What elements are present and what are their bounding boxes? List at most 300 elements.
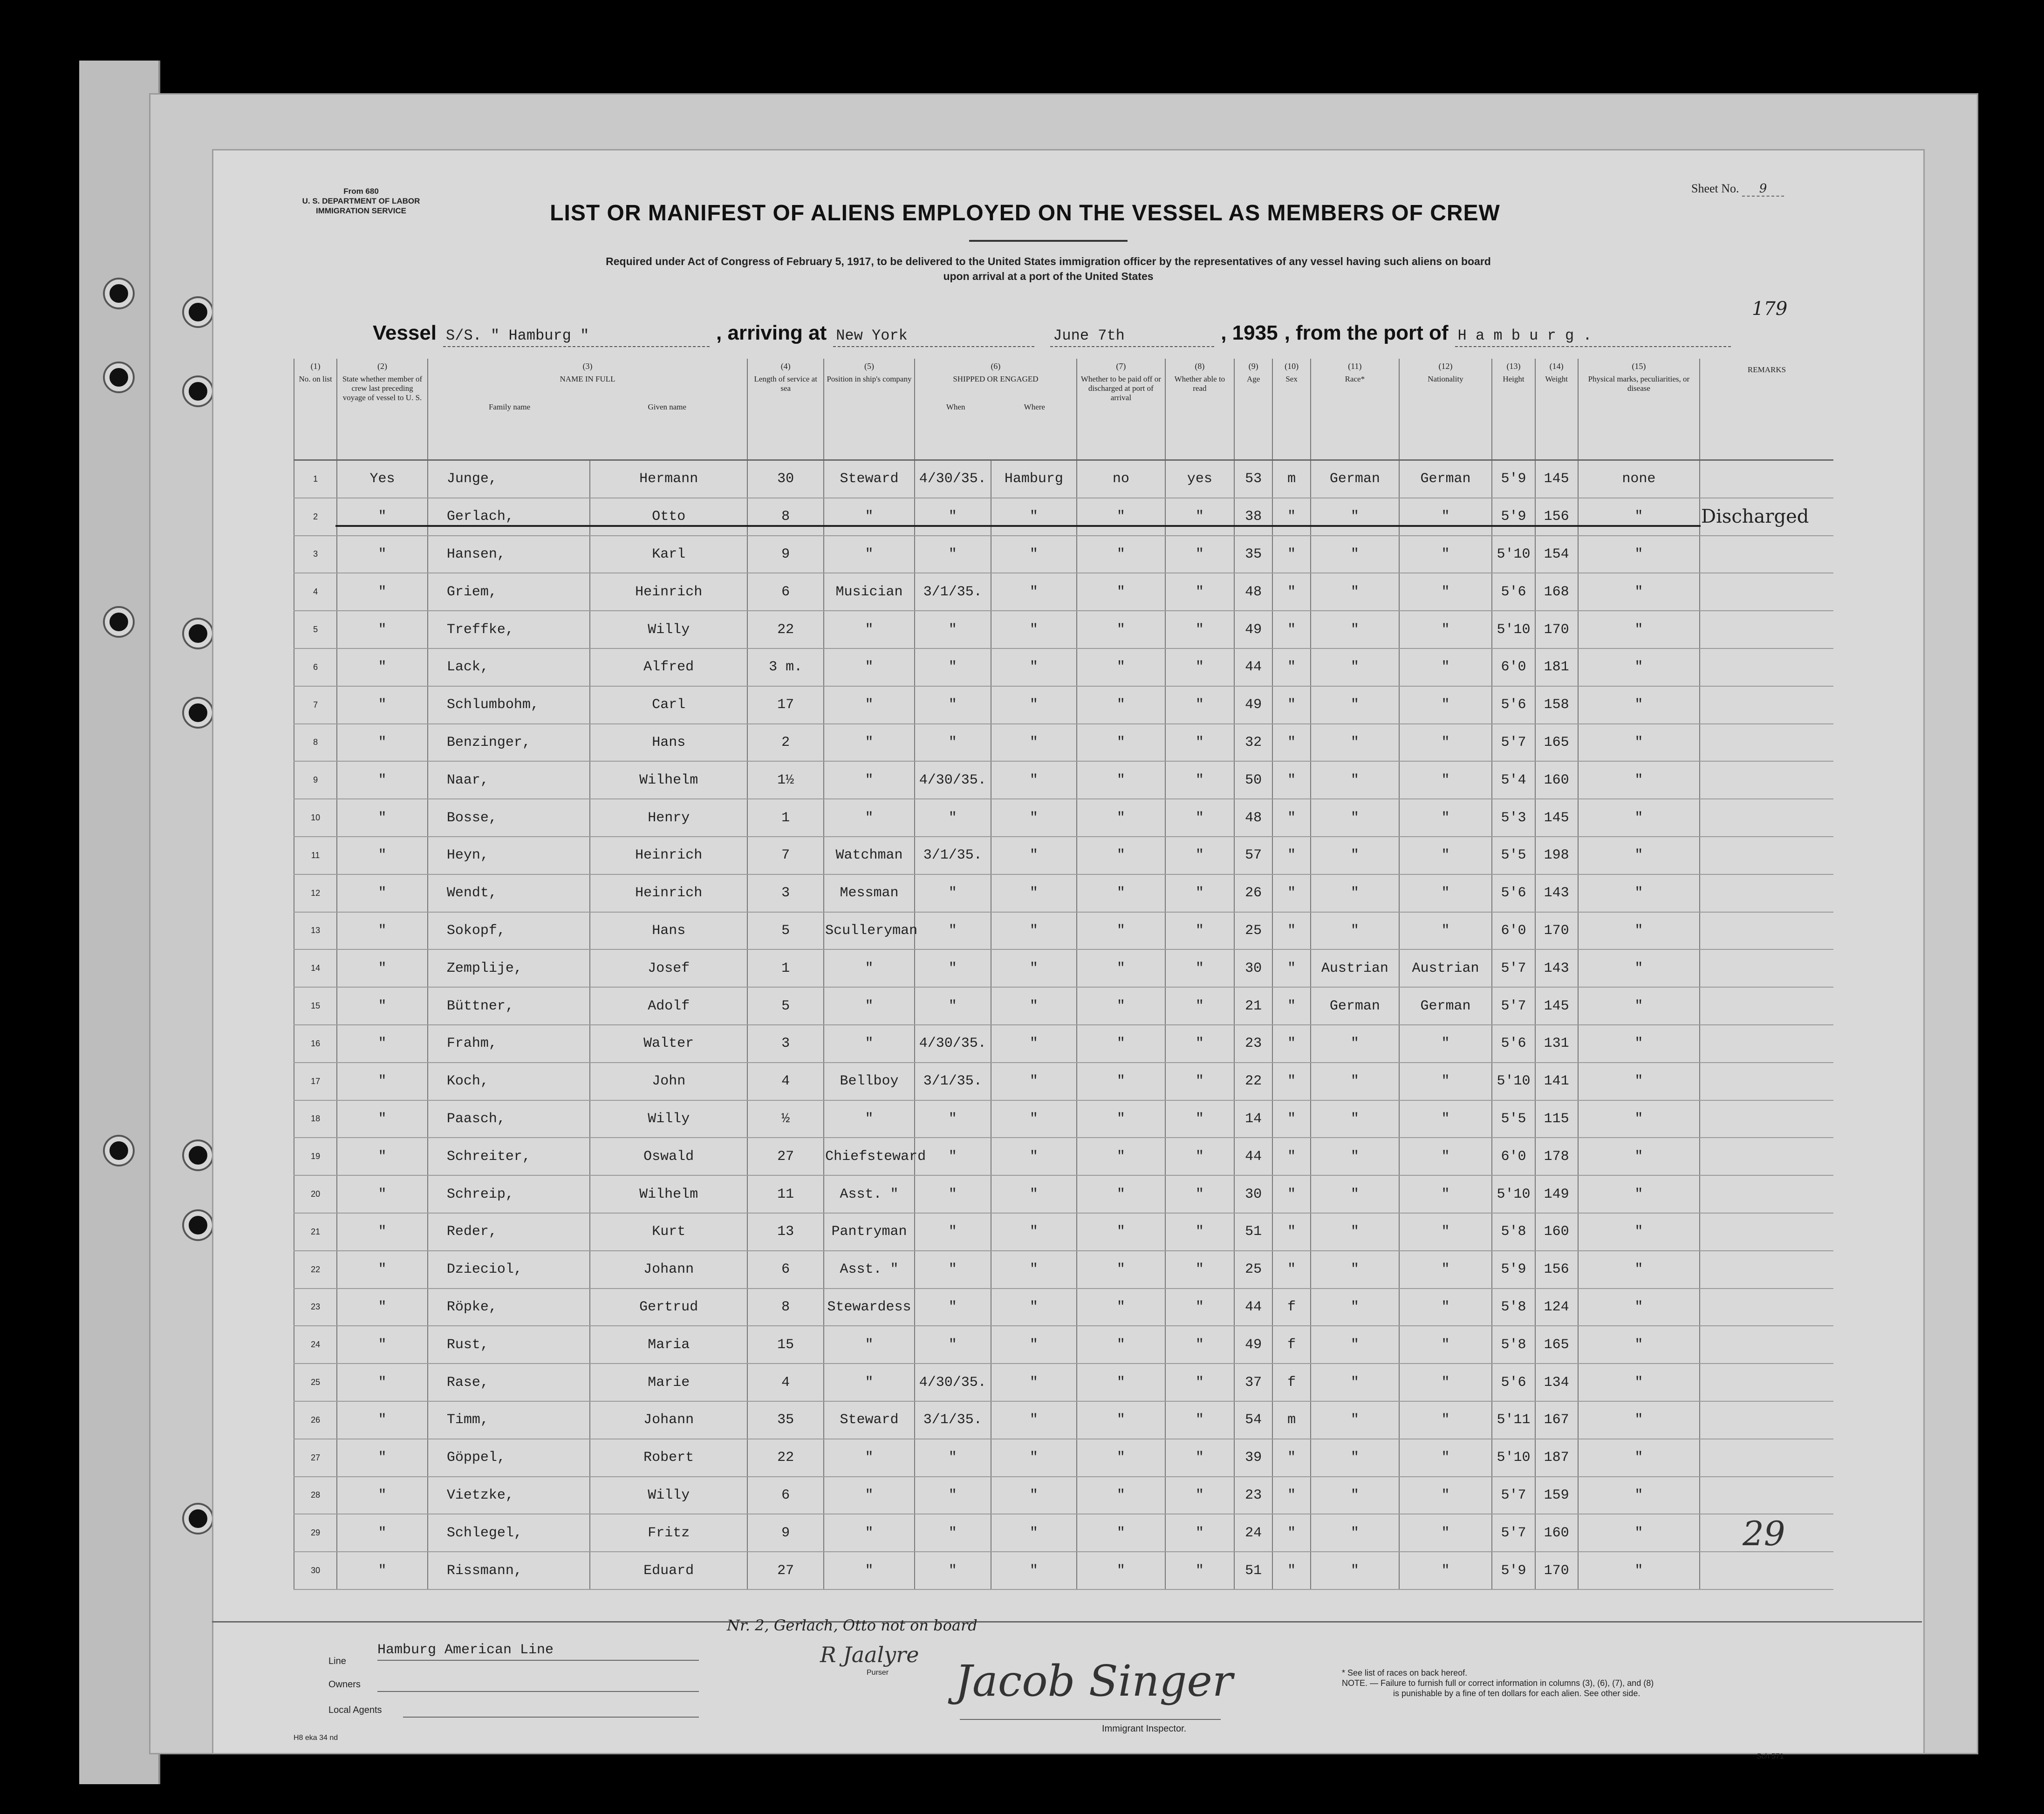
race-cell: "	[1311, 1364, 1399, 1401]
shipped-when-cell: "	[915, 724, 991, 762]
given-name-cell: Karl	[590, 536, 747, 573]
service-length-cell: 35	[747, 1401, 824, 1439]
shipped-where-cell: "	[991, 837, 1077, 874]
able-to-read-cell: "	[1165, 761, 1235, 799]
nationality-cell: "	[1399, 1477, 1492, 1514]
given-name-cell: John	[590, 1063, 747, 1100]
remarks-cell	[1700, 1213, 1833, 1251]
race-cell: "	[1311, 686, 1399, 724]
paid-off-cell: "	[1077, 912, 1165, 950]
weight-cell: 181	[1535, 648, 1578, 686]
owners-label: Owners	[328, 1679, 361, 1690]
table-row	[294, 460, 1833, 498]
height-cell: 6'0	[1492, 912, 1535, 950]
position-cell: Chiefsteward	[824, 1138, 915, 1175]
weight-cell: 170	[1535, 611, 1578, 648]
shipped-when-cell: 4/30/35.	[915, 460, 991, 498]
shipped-where-cell: "	[991, 1514, 1077, 1552]
service-length-cell: 13	[747, 1213, 824, 1251]
table-row	[294, 912, 1833, 950]
height-cell: 5'6	[1492, 573, 1535, 611]
handwritten-note: Nr. 2, Gerlach, Otto not on board	[727, 1616, 978, 1634]
able-to-read-cell: "	[1165, 949, 1235, 987]
given-name-cell: Marie	[590, 1364, 747, 1401]
remarks-cell	[1700, 648, 1833, 686]
prev-voyage-cell: "	[337, 1326, 428, 1364]
service-length-cell: 27	[747, 1552, 824, 1589]
shipped-when-cell: "	[915, 498, 991, 536]
shipped-where-cell: "	[991, 1063, 1077, 1100]
physical-marks-cell: "	[1578, 1439, 1700, 1477]
service-length-cell: 3	[747, 874, 824, 912]
table-row	[294, 949, 1833, 987]
service-name: IMMIGRATION SERVICE	[316, 206, 406, 215]
weight-cell: 124	[1535, 1289, 1578, 1326]
service-length-cell: 2	[747, 724, 824, 762]
height-cell: 5'8	[1492, 1213, 1535, 1251]
vessel-line	[373, 321, 1864, 347]
sex-cell: "	[1272, 573, 1311, 611]
physical-marks-cell: "	[1578, 912, 1700, 950]
position-cell: Steward	[824, 460, 915, 498]
table-row	[294, 648, 1833, 686]
remarks-cell	[1700, 761, 1833, 799]
subtitle-line-2: upon arrival at a port of the United States	[943, 270, 1154, 282]
shipped-where-cell: "	[991, 1025, 1077, 1063]
prev-voyage-cell: "	[337, 1100, 428, 1138]
race-cell: "	[1311, 1401, 1399, 1439]
shipped-when-cell: "	[915, 686, 991, 724]
weight-cell: 170	[1535, 912, 1578, 950]
table-row	[294, 1289, 1833, 1326]
shipped-when-cell: "	[915, 611, 991, 648]
race-cell: German	[1311, 460, 1399, 498]
prev-voyage-cell: "	[337, 1552, 428, 1589]
age-cell: 44	[1234, 1289, 1272, 1326]
row-number-cell: 6	[294, 648, 337, 686]
age-cell: 24	[1234, 1514, 1272, 1552]
height-cell: 5'10	[1492, 1439, 1535, 1477]
shipped-where-cell: "	[991, 1289, 1077, 1326]
physical-marks-cell: "	[1578, 987, 1700, 1025]
age-cell: 44	[1234, 648, 1272, 686]
remarks-cell	[1700, 1251, 1833, 1289]
position-cell: Asst. "	[824, 1175, 915, 1213]
column-header-height: (13) Height	[1492, 359, 1535, 460]
column-header-nationality: (12) Nationality	[1399, 359, 1492, 460]
punch-hole	[184, 620, 212, 648]
physical-marks-cell: "	[1578, 1289, 1700, 1326]
owners-line	[377, 1691, 699, 1692]
weight-cell: 167	[1535, 1401, 1578, 1439]
shipped-where-cell: "	[991, 1439, 1077, 1477]
physical-marks-cell: "	[1578, 1213, 1700, 1251]
able-to-read-cell: "	[1165, 1175, 1235, 1213]
shipped-when-cell: "	[915, 874, 991, 912]
given-name-cell: Wilhelm	[590, 1175, 747, 1213]
height-cell: 5'7	[1492, 1477, 1535, 1514]
weight-cell: 143	[1535, 874, 1578, 912]
shipped-when-cell: "	[915, 1514, 991, 1552]
paid-off-cell: "	[1077, 1251, 1165, 1289]
table-row	[294, 837, 1833, 874]
row-number-cell: 1	[294, 460, 337, 498]
physical-marks-cell: "	[1578, 724, 1700, 762]
physical-marks-cell: "	[1578, 1401, 1700, 1439]
line-value: Hamburg American Line	[377, 1642, 699, 1661]
given-name-cell: Otto	[590, 498, 747, 536]
table-row	[294, 1138, 1833, 1175]
row-number-cell: 9	[294, 761, 337, 799]
remarks-cell	[1700, 837, 1833, 874]
service-length-cell: 7	[747, 837, 824, 874]
shipped-where-cell: "	[991, 761, 1077, 799]
row-number-cell: 16	[294, 1025, 337, 1063]
shipped-when-cell: "	[915, 1100, 991, 1138]
race-cell: "	[1311, 1138, 1399, 1175]
nationality-cell: "	[1399, 1025, 1492, 1063]
remarks-cell	[1700, 536, 1833, 573]
age-cell: 23	[1234, 1025, 1272, 1063]
given-name-cell: Willy	[590, 1100, 747, 1138]
nationality-cell: "	[1399, 1439, 1492, 1477]
remarks-cell	[1700, 949, 1833, 987]
family-name-cell: Röpke,	[428, 1289, 590, 1326]
prev-voyage-cell: "	[337, 1289, 428, 1326]
weight-cell: 158	[1535, 686, 1578, 724]
paid-off-cell: "	[1077, 761, 1165, 799]
service-length-cell: 15	[747, 1326, 824, 1364]
column-header-sex: (10) Sex	[1272, 359, 1311, 460]
paid-off-cell: "	[1077, 648, 1165, 686]
vessel-label: Vessel	[373, 321, 437, 344]
weight-cell: 160	[1535, 1213, 1578, 1251]
sex-cell: m	[1272, 460, 1311, 498]
nationality-cell: Austrian	[1399, 949, 1492, 987]
height-cell: 5'7	[1492, 949, 1535, 987]
table-row	[294, 1025, 1833, 1063]
shipped-where-cell: "	[991, 1552, 1077, 1589]
subheader-given-name: Given name	[648, 402, 687, 411]
given-name-cell: Heinrich	[590, 573, 747, 611]
race-cell: "	[1311, 611, 1399, 648]
height-cell: 5'9	[1492, 1552, 1535, 1589]
family-name-cell: Büttner,	[428, 987, 590, 1025]
position-cell: "	[824, 761, 915, 799]
row-number-cell: 5	[294, 611, 337, 648]
prev-voyage-cell: "	[337, 1063, 428, 1100]
position-cell: "	[824, 1439, 915, 1477]
shipped-when-cell: "	[915, 799, 991, 837]
height-cell: 5'9	[1492, 1251, 1535, 1289]
given-name-cell: Fritz	[590, 1514, 747, 1552]
prev-voyage-cell: "	[337, 611, 428, 648]
prev-voyage-cell: "	[337, 799, 428, 837]
age-cell: 14	[1234, 1100, 1272, 1138]
sex-cell: "	[1272, 536, 1311, 573]
race-cell: "	[1311, 912, 1399, 950]
able-to-read-cell: "	[1165, 1289, 1235, 1326]
weight-cell: 165	[1535, 724, 1578, 762]
paid-off-cell: "	[1077, 1100, 1165, 1138]
family-name-cell: Griem,	[428, 573, 590, 611]
position-cell: Watchman	[824, 837, 915, 874]
nationality-cell: "	[1399, 1063, 1492, 1100]
shipped-when-cell: "	[915, 1552, 991, 1589]
service-length-cell: 4	[747, 1364, 824, 1401]
race-cell: "	[1311, 1100, 1399, 1138]
remarks-cell	[1700, 460, 1833, 498]
given-name-cell: Johann	[590, 1401, 747, 1439]
given-name-cell: Carl	[590, 686, 747, 724]
punch-hole	[184, 1505, 212, 1533]
service-length-cell: 3 m.	[747, 648, 824, 686]
row-number-cell: 10	[294, 799, 337, 837]
shipped-where-cell: "	[991, 1326, 1077, 1364]
shipped-when-cell: "	[915, 1439, 991, 1477]
age-cell: 35	[1234, 536, 1272, 573]
service-length-cell: 22	[747, 1439, 824, 1477]
height-cell: 5'8	[1492, 1326, 1535, 1364]
service-length-cell: 9	[747, 1514, 824, 1552]
table-row	[294, 987, 1833, 1025]
sex-cell: "	[1272, 1251, 1311, 1289]
sex-cell: "	[1272, 1138, 1311, 1175]
physical-marks-cell: "	[1578, 1175, 1700, 1213]
able-to-read-cell: "	[1165, 987, 1235, 1025]
height-cell: 5'6	[1492, 874, 1535, 912]
height-cell: 5'6	[1492, 1364, 1535, 1401]
physical-marks-cell: "	[1578, 761, 1700, 799]
sex-cell: "	[1272, 1025, 1311, 1063]
able-to-read-cell: "	[1165, 1025, 1235, 1063]
race-cell: "	[1311, 573, 1399, 611]
shipped-where-cell: "	[991, 686, 1077, 724]
punch-hole	[105, 363, 133, 391]
shipped-where-cell: "	[991, 573, 1077, 611]
prev-voyage-cell: "	[337, 1025, 428, 1063]
paid-off-cell: "	[1077, 1439, 1165, 1477]
service-length-cell: 30	[747, 460, 824, 498]
shipped-when-cell: "	[915, 1213, 991, 1251]
able-to-read-cell: "	[1165, 536, 1235, 573]
nationality-cell: "	[1399, 1289, 1492, 1326]
prev-voyage-cell: "	[337, 837, 428, 874]
punch-hole	[184, 377, 212, 405]
nationality-cell: "	[1399, 686, 1492, 724]
inspector-line	[960, 1719, 1221, 1720]
prev-voyage-cell: "	[337, 573, 428, 611]
given-name-cell: Hans	[590, 912, 747, 950]
weight-cell: 165	[1535, 1326, 1578, 1364]
shipped-when-cell: 4/30/35.	[915, 1025, 991, 1063]
weight-cell: 145	[1535, 460, 1578, 498]
sex-cell: "	[1272, 498, 1311, 536]
schedule-code: Sch 571	[1757, 1753, 1784, 1760]
height-cell: 5'8	[1492, 1289, 1535, 1326]
physical-marks-cell: "	[1578, 1138, 1700, 1175]
sheet-number	[1691, 182, 1784, 197]
page-stamp: 179	[1752, 298, 1788, 320]
shipped-where-cell: "	[991, 1100, 1077, 1138]
table-row	[294, 536, 1833, 573]
paid-off-cell: "	[1077, 949, 1165, 987]
paid-off-cell: "	[1077, 724, 1165, 762]
shipped-where-cell: "	[991, 611, 1077, 648]
position-cell: "	[824, 1025, 915, 1063]
age-cell: 37	[1234, 1364, 1272, 1401]
paid-off-cell: "	[1077, 1138, 1165, 1175]
paid-off-cell: no	[1077, 460, 1165, 498]
column-header-race: (11) Race*	[1311, 359, 1399, 460]
shipped-where-cell: "	[991, 1251, 1077, 1289]
given-name-cell: Johann	[590, 1251, 747, 1289]
remarks-cell	[1700, 611, 1833, 648]
weight-cell: 156	[1535, 1251, 1578, 1289]
given-name-cell: Maria	[590, 1326, 747, 1364]
height-cell: 5'10	[1492, 1175, 1535, 1213]
physical-marks-cell: "	[1578, 686, 1700, 724]
sex-cell: "	[1272, 648, 1311, 686]
able-to-read-cell: "	[1165, 1213, 1235, 1251]
column-header-weight: (14) Weight	[1535, 359, 1578, 460]
row-number-cell: 21	[294, 1213, 337, 1251]
age-cell: 22	[1234, 1063, 1272, 1100]
row-number-cell: 28	[294, 1477, 337, 1514]
weight-cell: 115	[1535, 1100, 1578, 1138]
able-to-read-cell: "	[1165, 837, 1235, 874]
family-name-cell: Schlumbohm,	[428, 686, 590, 724]
service-length-cell: 8	[747, 498, 824, 536]
shipped-when-cell: "	[915, 949, 991, 987]
given-name-cell: Adolf	[590, 987, 747, 1025]
race-cell: "	[1311, 498, 1399, 536]
service-length-cell: 6	[747, 1251, 824, 1289]
given-name-cell: Walter	[590, 1025, 747, 1063]
race-cell: "	[1311, 724, 1399, 762]
weight-cell: 187	[1535, 1439, 1578, 1477]
nationality-cell: "	[1399, 536, 1492, 573]
prev-voyage-cell: "	[337, 498, 428, 536]
family-name-cell: Gerlach,	[428, 498, 590, 536]
sheet-value: 9	[1742, 182, 1784, 197]
weight-cell: 156	[1535, 498, 1578, 536]
family-name-cell: Rust,	[428, 1326, 590, 1364]
position-cell: "	[824, 611, 915, 648]
paid-off-cell: "	[1077, 536, 1165, 573]
prev-voyage-cell: "	[337, 912, 428, 950]
table-row	[294, 1552, 1833, 1589]
remarks-cell	[1700, 1289, 1833, 1326]
shipped-when-cell: "	[915, 648, 991, 686]
column-header-no: (1) No. on list	[294, 359, 337, 460]
sex-cell: m	[1272, 1401, 1311, 1439]
service-length-cell: 6	[747, 573, 824, 611]
row-number-cell: 27	[294, 1439, 337, 1477]
position-cell: "	[824, 648, 915, 686]
age-cell: 50	[1234, 761, 1272, 799]
able-to-read-cell: "	[1165, 799, 1235, 837]
prev-voyage-cell: "	[337, 987, 428, 1025]
age-cell: 54	[1234, 1401, 1272, 1439]
position-cell: "	[824, 1552, 915, 1589]
shipped-when-cell: "	[915, 1251, 991, 1289]
shipped-where-cell: "	[991, 1364, 1077, 1401]
race-cell: "	[1311, 1063, 1399, 1100]
column-header-prev-voyage: (2) State whether member of crew last preceding voyage of vessel to U. S.	[337, 359, 428, 460]
nationality-cell: "	[1399, 1514, 1492, 1552]
nationality-cell: "	[1399, 648, 1492, 686]
able-to-read-cell: "	[1165, 1364, 1235, 1401]
race-cell: "	[1311, 648, 1399, 686]
family-name-cell: Hansen,	[428, 536, 590, 573]
service-length-cell: 17	[747, 686, 824, 724]
column-header-age: (9) Age	[1234, 359, 1272, 460]
row-number-cell: 13	[294, 912, 337, 950]
punch-hole	[105, 608, 133, 636]
race-note: * See list of races on back hereof.	[1342, 1668, 1468, 1678]
family-name-cell: Naar,	[428, 761, 590, 799]
position-cell: "	[824, 686, 915, 724]
row-number-cell: 23	[294, 1289, 337, 1326]
given-name-cell: Kurt	[590, 1213, 747, 1251]
prev-voyage-cell: "	[337, 686, 428, 724]
age-cell: 32	[1234, 724, 1272, 762]
age-cell: 53	[1234, 460, 1272, 498]
table-row	[294, 724, 1833, 762]
able-to-read-cell: "	[1165, 498, 1235, 536]
nationality-cell: German	[1399, 987, 1492, 1025]
age-cell: 44	[1234, 1138, 1272, 1175]
column-header-service: (4) Length of service at sea	[747, 359, 824, 460]
physical-marks-cell: "	[1578, 1025, 1700, 1063]
title-rule	[969, 240, 1128, 242]
subtitle-line-1: Required under Act of Congress of February 5, 1917, to be delivered to the United States immigration officer by the representatives of any vessel having such aliens on board	[606, 255, 1491, 267]
height-cell: 5'7	[1492, 987, 1535, 1025]
column-header-name: (3) NAME IN FULL Family name Given name	[428, 359, 747, 460]
position-cell: "	[824, 1364, 915, 1401]
race-cell: "	[1311, 1025, 1399, 1063]
family-name-cell: Frahm,	[428, 1025, 590, 1063]
shipped-when-cell: "	[915, 1138, 991, 1175]
age-cell: 26	[1234, 874, 1272, 912]
age-cell: 25	[1234, 1251, 1272, 1289]
paid-off-cell: "	[1077, 1477, 1165, 1514]
service-length-cell: 9	[747, 536, 824, 573]
table-row	[294, 1213, 1833, 1251]
prev-voyage-cell: "	[337, 724, 428, 762]
height-cell: 6'0	[1492, 1138, 1535, 1175]
able-to-read-cell: "	[1165, 1326, 1235, 1364]
family-name-cell: Timm,	[428, 1401, 590, 1439]
table-row	[294, 761, 1833, 799]
race-cell: "	[1311, 1175, 1399, 1213]
position-cell: "	[824, 1326, 915, 1364]
paid-off-cell: "	[1077, 1364, 1165, 1401]
shipped-when-cell: 3/1/35.	[915, 1063, 991, 1100]
race-cell: "	[1311, 1213, 1399, 1251]
weight-cell: 141	[1535, 1063, 1578, 1100]
age-cell: 48	[1234, 799, 1272, 837]
shipped-where-cell: "	[991, 1401, 1077, 1439]
row-number-cell: 20	[294, 1175, 337, 1213]
shipped-where-cell: "	[991, 724, 1077, 762]
family-name-cell: Sokopf,	[428, 912, 590, 950]
service-length-cell: 11	[747, 1175, 824, 1213]
height-cell: 5'9	[1492, 498, 1535, 536]
table-row	[294, 686, 1833, 724]
purser-signature: R Jaalyre	[820, 1642, 919, 1667]
